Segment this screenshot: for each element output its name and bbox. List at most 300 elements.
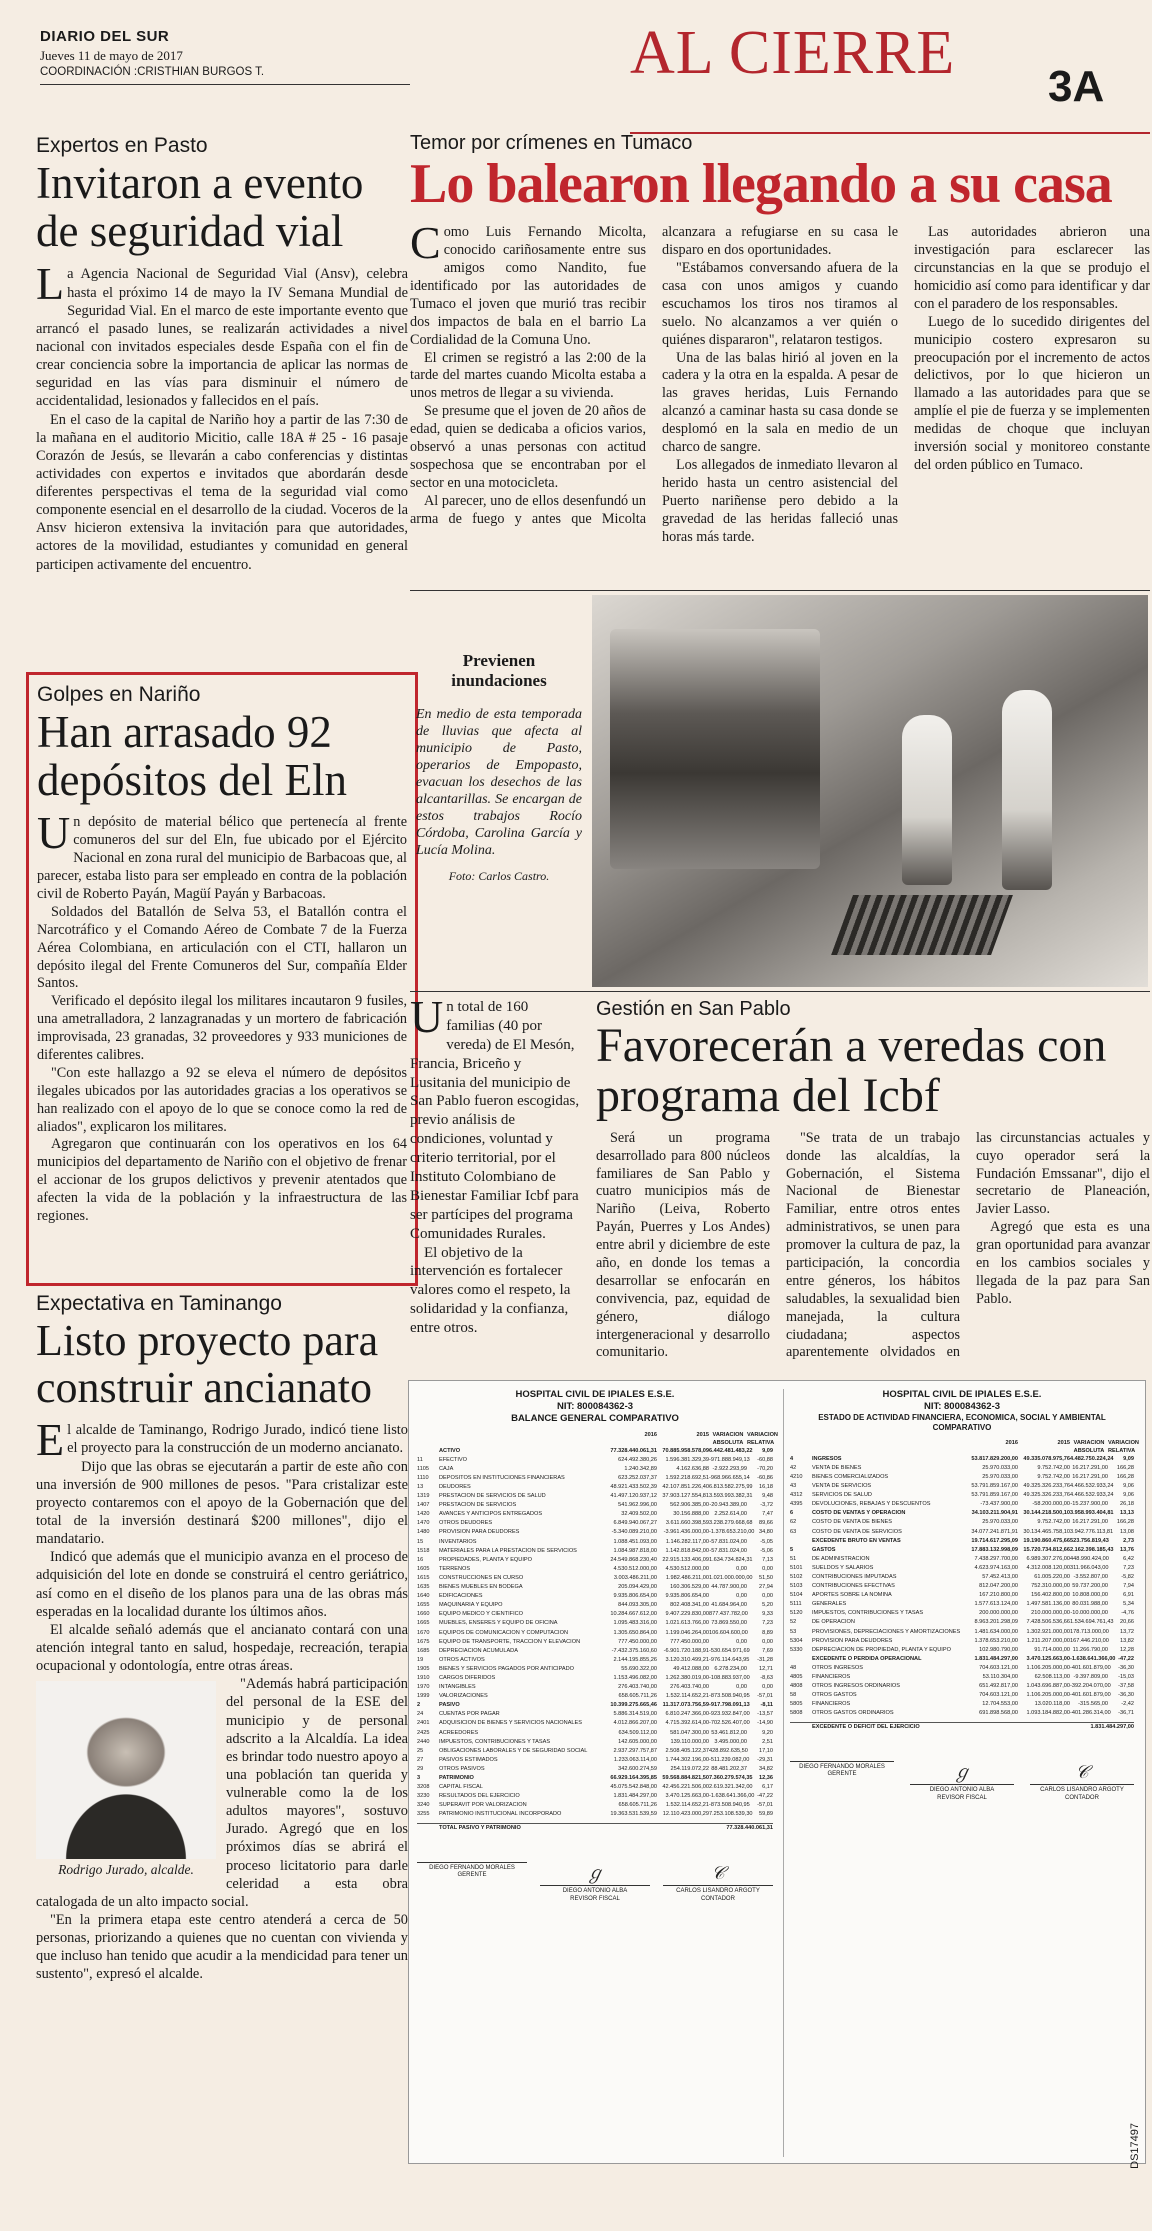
- col-header: VARIACION ABSOLUTA: [712, 1431, 744, 1446]
- photo-caption-box: [416, 651, 582, 884]
- variation-relative: 9,09: [1123, 1455, 1134, 1462]
- value-2015: 3.611.660.398,59: [665, 1520, 709, 1527]
- value-2016: 6.849.940.067,27: [613, 1520, 657, 1527]
- variation-absolute: 448.990.424,00: [1070, 1555, 1109, 1562]
- paragraph: "Además habrá participación del personal de la ESE del municipio y de personal adscrito a la Alcaldía. La idea es brindar todo nuestro apoyo a una población tan querida y vulnerable como la de los adultos mayores", sostuvo Jurado. Agregó que en los próximos días se abrirá el proceso licitatorio para darle celeridad a esta obra catalogada de un alto impacto social.: [36, 1676, 408, 1910]
- variation-absolute: 428.892.635,50: [709, 1747, 748, 1754]
- account-name: GENERALES: [812, 1601, 847, 1608]
- variation-absolute: 4.466.532.933,24: [1070, 1483, 1114, 1490]
- table-row: [417, 1774, 773, 1783]
- account-code: 5330: [790, 1646, 803, 1653]
- variation-relative: 9,06: [1123, 1483, 1134, 1490]
- signer-name: DIEGO FERNANDO MORALES: [429, 1864, 515, 1871]
- variation-relative: -29,31: [757, 1756, 773, 1763]
- balance-sheet: [417, 1389, 778, 2157]
- account-name: PATRIMONIO INSTITUCIONAL INCORPORADO: [439, 1811, 562, 1818]
- table-nit: NIT: 800084362-3: [923, 1400, 1001, 1412]
- account-code: 43: [790, 1483, 797, 1490]
- table-row: [417, 1783, 773, 1792]
- account-name: VENTA DE SERVICIOS: [812, 1483, 872, 1490]
- col-header: VARIACION RELATIVA: [747, 1431, 778, 1446]
- signature-scribble: 𝒞: [711, 1862, 725, 1883]
- value-2016: 167.210.800,00: [979, 1592, 1018, 1599]
- value-2016: 4.012.866.207,00: [613, 1720, 657, 1727]
- variation-absolute: 7.253.108.539,30: [709, 1811, 753, 1818]
- account-code: 1470: [417, 1520, 430, 1527]
- variation-absolute: 0,00: [736, 1593, 747, 1600]
- account-code: 4805: [790, 1674, 803, 1680]
- value-2016: 3.003.486.211,00: [613, 1574, 657, 1581]
- variation-relative: -57,01: [757, 1693, 773, 1700]
- account-name: CAJA: [439, 1465, 454, 1472]
- variation-relative: -37,58: [1118, 1683, 1134, 1690]
- table-row: [790, 1555, 1134, 1564]
- variation-relative: 13,72: [1120, 1628, 1134, 1635]
- value-2016: 9.935.806.654,00: [613, 1593, 657, 1600]
- value-2016: 10.284.667.612,00: [610, 1611, 657, 1618]
- variation-relative: 7,23: [1123, 1564, 1134, 1571]
- variation-relative: 6,91: [1123, 1592, 1134, 1599]
- account-name: INGRESOS: [812, 1455, 842, 1462]
- variation-absolute: 6.813.582.275,99: [709, 1484, 753, 1490]
- variation-absolute: -1.638.641.366,00: [1070, 1655, 1116, 1662]
- value-2015: 49.412.088,00: [673, 1665, 709, 1672]
- table-row: [417, 1629, 773, 1638]
- table-title: HOSPITAL CIVIL DE IPIALES E.S.E.: [882, 1389, 1042, 1400]
- value-2015: 1.302.921.000,00: [1026, 1628, 1070, 1635]
- table-body: [417, 1447, 773, 1820]
- value-2016: 623.252.037,37: [618, 1474, 657, 1481]
- value-2016: 1.831.484.297,00: [613, 1793, 657, 1800]
- value-2015: 1.262.380.019,00: [665, 1674, 709, 1681]
- value-2016: 8.963.201.298,09: [974, 1619, 1018, 1626]
- account-name: ACREEDORES: [439, 1729, 479, 1736]
- value-2016: 704.603.121,00: [979, 1664, 1018, 1671]
- variation-relative: 13,76: [1120, 1546, 1134, 1553]
- value-2016: 4.530.512.000,00: [613, 1565, 657, 1572]
- account-name: EXCEDENTE O PERDIDA OPERACIONAL: [812, 1655, 922, 1662]
- variation-relative: -8,63: [760, 1674, 773, 1681]
- value-2016: 25.970.033,00: [982, 1473, 1018, 1480]
- account-code: 1407: [417, 1502, 430, 1509]
- account-name: BIENES Y SERVICIOS PAGADOS POR ANTICIPADO: [439, 1665, 575, 1672]
- variation-relative: 26,18: [1120, 1501, 1134, 1508]
- variation-absolute: -15.237.900,00: [1070, 1501, 1108, 1508]
- variation-relative: 17,10: [759, 1747, 773, 1754]
- account-name: FINANCIEROS: [812, 1674, 851, 1680]
- value-2015: 210.000.000,00: [1031, 1610, 1070, 1617]
- value-2016: 102.980.790,00: [979, 1646, 1018, 1653]
- account-code: 19: [417, 1656, 424, 1663]
- article-body: [36, 1414, 408, 1983]
- variation-relative: 59,89: [759, 1811, 773, 1818]
- variation-relative: 12,71: [759, 1665, 773, 1672]
- table-body: [790, 1455, 1134, 1719]
- page-number: 3A: [1048, 62, 1105, 111]
- account-name: BIENES MUEBLES EN BODEGA: [439, 1584, 523, 1591]
- value-2015: 1.744.302.196,00: [665, 1756, 709, 1763]
- variation-relative: -36,30: [1118, 1664, 1134, 1671]
- paragraph: Agregaron que continuarán con los operativos en los 64 municipios del departamento de Nariño con el objetivo de frenar el accionar de los grupos delictivos y prevenir atentados que afecten la vida de la población y la infraestructura de las regiones.: [37, 1136, 407, 1224]
- value-2015: 37.903.127.554,81: [662, 1493, 709, 1500]
- account-code: 5: [790, 1546, 794, 1553]
- account-name: GASTOS: [812, 1546, 836, 1553]
- variation-absolute: 0,00: [736, 1684, 747, 1691]
- variation-relative: -36,30: [1118, 1692, 1134, 1699]
- value-2015: 9.407.229.830,00: [665, 1611, 709, 1618]
- variation-relative: 6,17: [762, 1784, 773, 1791]
- account-code: 4312: [790, 1492, 803, 1499]
- issue-date: Jueves 11 de mayo de 2017: [40, 48, 183, 63]
- variation-absolute: 6.442.481.483,22: [709, 1447, 753, 1454]
- value-2016: 53.817.829.200,00: [971, 1455, 1018, 1462]
- variation-relative: 166,28: [1116, 1519, 1134, 1526]
- account-name: MUEBLES, ENSERES Y EQUIPO DE OFICINA: [439, 1620, 558, 1627]
- variation-absolute: -968.966.655,14: [709, 1474, 750, 1481]
- account-code: 1635: [417, 1584, 430, 1591]
- account-code: 1319: [417, 1493, 430, 1500]
- value-2016: 142.605.000,00: [618, 1738, 657, 1745]
- account-code: 42: [790, 1464, 797, 1471]
- variation-absolute: 53.461.812,00: [711, 1729, 747, 1736]
- account-name: IMPUESTOS, CONTRIBUCIONES Y TASAS: [812, 1610, 924, 1617]
- variation-absolute: -917.798.091,13: [709, 1702, 750, 1709]
- variation-absolute: -57.831.024,00: [709, 1547, 747, 1554]
- worker-shape: [1002, 690, 1052, 890]
- value-2016: 1.153.496.082,00: [613, 1674, 657, 1681]
- kicker: Gestión en San Pablo: [596, 998, 791, 1020]
- variation-relative: 7,94: [1123, 1583, 1134, 1590]
- account-name: INVENTARIOS: [439, 1538, 477, 1545]
- variation-absolute: -2.922.293,99: [712, 1465, 747, 1472]
- variation-absolute: -873.508.940,95: [709, 1802, 750, 1809]
- table-row: [417, 1583, 773, 1592]
- signer-name: DIEGO ANTONIO ALBA: [562, 1887, 628, 1894]
- truck-shape: [610, 629, 820, 869]
- table-row: [417, 1674, 773, 1683]
- headline: Favorecerán a veredas con programa del Icbf: [596, 1019, 1107, 1123]
- value-2016: 77.328.440.061,31: [610, 1447, 657, 1454]
- value-2016: 2.937.297.757,87: [613, 1747, 657, 1754]
- table-row: [417, 1501, 773, 1510]
- value-2016: 25.970.033,00: [982, 1519, 1018, 1526]
- value-2016: 1.233.063.114,00: [613, 1756, 657, 1763]
- account-code: 11: [417, 1456, 423, 1463]
- variation-absolute: -392.204.070,00: [1070, 1683, 1111, 1690]
- account-name: DEPRECIACION DE PROPIEDAD, PLANTA Y EQUIPO: [812, 1646, 951, 1653]
- account-name: PROVISION PARA DEUDORES: [812, 1637, 893, 1644]
- table-row: [790, 1509, 1134, 1518]
- variation-absolute: -10.000.000,00: [1070, 1610, 1108, 1617]
- table-row: [790, 1682, 1134, 1691]
- icbf-right-area: [596, 998, 1150, 1370]
- value-2016: 17.883.132.998,09: [971, 1546, 1018, 1553]
- account-code: 1420: [417, 1511, 430, 1518]
- headline: Lo balearon llegando a su casa: [410, 153, 1112, 215]
- value-2015: 42.456.221.506,00: [662, 1784, 709, 1791]
- value-2015: 3.470.125.663,00: [665, 1793, 709, 1800]
- table-row: [790, 1709, 1134, 1718]
- variation-relative: -60,86: [757, 1474, 773, 1481]
- variation-relative: 5,34: [1123, 1601, 1134, 1608]
- variation-relative: -5,05: [760, 1538, 773, 1545]
- value-2015: 1.532.114.652,21: [665, 1802, 709, 1809]
- account-name: OBLIGACIONES LABORALES Y DE SEGURIDAD SOCIAL: [439, 1747, 588, 1754]
- value-2015: 9.752.742,00: [1037, 1464, 1070, 1471]
- table-row: [417, 1474, 773, 1483]
- signer-role: GERENTE: [827, 1771, 857, 1778]
- paragraph: Una de las balas hirió al joven en la cadera y la otra en la espalda. A pesar de las graves heridas, Luis Fernando alcanzó a caminar hasta su casa donde se desplomó en la sala en medio de un charco de sangre.: [662, 349, 898, 456]
- signer-role: REVISOR FISCAL: [570, 1895, 620, 1902]
- table-row: [417, 1565, 773, 1574]
- value-2016: 19.714.617.295,09: [971, 1537, 1018, 1544]
- account-code: 2: [417, 1702, 421, 1709]
- variation-relative: 5,20: [762, 1602, 773, 1609]
- value-2016: 53.791.859.167,00: [971, 1492, 1018, 1499]
- variation-relative: 166,28: [1116, 1473, 1134, 1480]
- account-name: SUELDOS Y SALARIOS: [812, 1564, 874, 1571]
- account-name: BIENES COMERCIALIZADOS: [812, 1473, 889, 1480]
- variation-absolute: 3.495.000,00: [714, 1738, 747, 1745]
- variation-relative: 13,08: [1120, 1528, 1134, 1535]
- value-2016: -73.437.900,00: [980, 1501, 1018, 1508]
- signature: [540, 1862, 650, 1904]
- variation-absolute: 178.713.000,00: [1070, 1628, 1109, 1635]
- variation-absolute: -702.526.407,00: [709, 1720, 750, 1727]
- variation-relative: 7,47: [762, 1511, 773, 1518]
- variation-absolute: -873.508.940,95: [709, 1693, 750, 1700]
- account-name: EXCEDENTE BRUTO EN VENTAS: [812, 1537, 901, 1544]
- paragraph: Será un programa desarrollado para 800 núcleos familiares de San Pablo y cuatro municipios más de Nariño (Leiva, Roberto Payán, Puerres y Los Andes) entre abril y diciembre de este año, en donde los temas a desarrollar se enfocarán en convivencia, paz, equidad de género, diálogo intergeneracional y desarrollo comunitario.: [596, 1129, 770, 1361]
- variation-absolute: -1.638.641.366,00: [709, 1793, 755, 1800]
- account-name: PATRIMONIO: [439, 1775, 474, 1781]
- variation-absolute: 0,00: [736, 1638, 747, 1645]
- variation-relative: 8,89: [762, 1629, 773, 1636]
- variation-absolute: 44.787.900,00: [711, 1584, 747, 1591]
- kicker: Golpes en Nariño: [37, 683, 201, 706]
- variation-relative: -57,01: [757, 1802, 773, 1809]
- value-2015: 49.325.326.233,76: [1023, 1483, 1070, 1490]
- coordination-credit: COORDINACIÓN :CRISTHIAN BURGOS T.: [40, 66, 265, 78]
- value-2016: 704.603.121,00: [979, 1692, 1018, 1699]
- signer-role: CONTADOR: [1065, 1794, 1099, 1801]
- value-2015: 3.470.125.663,00: [1026, 1655, 1070, 1662]
- value-2016: 777.450.000,00: [618, 1638, 657, 1645]
- paragraph: Las autoridades abrieron una investigación para esclarecer las circunstancias en la que se produjo el homicidio así como para identificar y dar con el paradero de los responsables.: [914, 224, 1150, 312]
- worker-shape: [902, 715, 952, 885]
- account-code: 5808: [790, 1710, 803, 1717]
- account-name: CONTRIBUCIONES EFECTIVAS: [812, 1583, 895, 1590]
- signer-name: CARLOS LISANDRO ARGOTY: [676, 1887, 760, 1894]
- value-2016: 1.577.613.124,00: [974, 1601, 1018, 1608]
- headline: Invitaron a evento de seguridad vial: [36, 158, 364, 256]
- account-name: DEPOSITOS EN INSTITUCIONES FINANCIERAS: [439, 1474, 565, 1481]
- account-code: 2401: [417, 1720, 430, 1727]
- value-2016: -5.340.089.210,00: [611, 1529, 657, 1536]
- table-row: [790, 1537, 1134, 1546]
- value-2015: 1.532.114.652,21: [665, 1693, 709, 1700]
- variation-absolute: -1.378.653.210,00: [709, 1529, 755, 1536]
- table-row: [790, 1482, 1134, 1491]
- value-2015: 19.190.860.475,66: [1023, 1537, 1070, 1544]
- table-row: [790, 1664, 1134, 1673]
- account-code: 1665: [417, 1620, 430, 1627]
- value-2015: 30.156.888,00: [673, 1511, 709, 1518]
- account-name: COSTO DE VENTA DE BIENES: [812, 1519, 892, 1526]
- paragraph: "Estábamos conversando afuera de la casa con unos amigos y cuando escuchamos los tiros nos tiramos al suelo. No alcanzamos a ver quién o quiénes dispararon", relataron testigos.: [662, 260, 898, 348]
- paragraph: Indicó que además que el municipio avanza en el proceso de adquisición del lote en donde se construirá el centro geriátrico, así como en el diseño de los planos para una de las obras más esperadas en la localidad durante los últimos años.: [36, 1549, 408, 1620]
- variation-relative: -5,82: [1121, 1573, 1134, 1580]
- variation-absolute: 3.238.279.668,68: [709, 1520, 753, 1527]
- table-row: [417, 1483, 773, 1492]
- table-row: [417, 1692, 773, 1701]
- value-2015: 276.403.740,00: [670, 1684, 709, 1691]
- icbf-lead-column: [410, 991, 580, 1370]
- account-name: OTROS DEUDORES: [439, 1520, 493, 1527]
- account-code: 4210: [790, 1473, 803, 1480]
- table-header-row: [417, 1431, 778, 1447]
- account-code: 53: [790, 1628, 797, 1635]
- value-2015: 1.592.218.692,51: [665, 1474, 709, 1481]
- article-icbf: [410, 991, 1150, 1373]
- table-row: [417, 1701, 773, 1710]
- article-seguridad-vial: [36, 134, 408, 662]
- account-name: DEPRECIACION ACUMULADA: [439, 1647, 518, 1654]
- table-row: [417, 1556, 773, 1565]
- value-2015: 4.715.392.614,00: [665, 1720, 709, 1727]
- variation-relative: 2,73: [1123, 1537, 1134, 1544]
- account-name: CAPITAL FISCAL: [439, 1784, 483, 1791]
- value-2015: 1.142.818.842,00: [665, 1547, 709, 1554]
- value-2015: 1.106.205.000,00: [1026, 1664, 1070, 1671]
- variation-absolute: 2.619.321.342,00: [709, 1784, 753, 1791]
- variation-absolute: -511.239.082,00: [709, 1756, 750, 1763]
- variation-relative: 34,80: [759, 1529, 773, 1536]
- account-name: TERRENOS: [439, 1565, 471, 1572]
- value-2015: 1.021.613.766,00: [665, 1620, 709, 1627]
- variation-absolute: 4.466.532.933,24: [1070, 1492, 1114, 1499]
- account-code: 1675: [417, 1638, 430, 1645]
- variation-relative: 9,20: [762, 1729, 773, 1736]
- value-2016: 1.088.451.093,00: [613, 1538, 657, 1545]
- account-name: CUENTAS POR PAGAR: [439, 1711, 500, 1718]
- value-2015: 11.317.073.756,59: [662, 1702, 709, 1709]
- article-body: [596, 1130, 1150, 1363]
- variation-absolute: 1.534.694.761,43: [1070, 1619, 1114, 1626]
- value-2015: -3.961.436.000,00: [663, 1529, 709, 1536]
- value-2016: 658.605.711,26: [618, 1802, 657, 1809]
- table-row: [790, 1491, 1134, 1500]
- paragraph: El objetivo de la intervención es fortalecer valores como el respeto, la solidaridad y la confianza, entre otros.: [410, 1244, 571, 1337]
- account-code: 1999: [417, 1693, 430, 1700]
- account-name: PROVISION PARA DEUDORES: [439, 1529, 520, 1536]
- signature: [663, 1862, 773, 1904]
- value-2015: 254.119.072,22: [670, 1765, 709, 1772]
- variation-absolute: -401.601.879,00: [1070, 1664, 1111, 1671]
- variation-relative: 166,28: [1116, 1464, 1134, 1471]
- paragraph: Un total de 160 familias (40 por vereda) de El Mesón, Francia, Briceño y Lusitania del municipio de San Pablo fueron escogidas, previo análisis de condiciones, voluntad y criterio territorial, por el Instituto Colombiano de Bienestar Familiar Icbf para ser partícipes del programa Comunidades Rurales.: [410, 991, 580, 1242]
- account-code: 5111: [790, 1601, 802, 1608]
- table-row: [417, 1547, 773, 1556]
- table-row: [417, 1456, 773, 1465]
- account-code: [790, 1537, 812, 1546]
- value-2016: 634.509.112,00: [618, 1729, 657, 1736]
- variation-relative: 7,69: [762, 1647, 773, 1654]
- value-2016: 34.077.241.871,91: [971, 1528, 1018, 1535]
- table-row: [790, 1655, 1134, 1664]
- table-row: [790, 1518, 1134, 1527]
- account-code: 1640: [417, 1593, 430, 1600]
- account-code: [790, 1655, 812, 1664]
- value-2016: 25.970.033,00: [982, 1464, 1018, 1471]
- account-name: OTROS ACTIVOS: [439, 1656, 485, 1663]
- variation-absolute: -971.888.949,13: [709, 1456, 750, 1463]
- account-code: 29: [417, 1765, 424, 1772]
- signature: [417, 1862, 527, 1904]
- value-2015: 70.885.958.578,09: [662, 1447, 709, 1454]
- value-2016: 53.791.859.167,00: [971, 1483, 1018, 1490]
- account-name: CONSTRUCCIONES EN CURSO: [439, 1574, 524, 1581]
- value-2015: 13.020.118,00: [1034, 1701, 1070, 1708]
- account-code: 4395: [790, 1501, 803, 1508]
- variation-absolute: -57.831.024,00: [709, 1538, 747, 1545]
- photo-block: [410, 590, 1150, 992]
- variation-absolute: 41.684.964,00: [711, 1602, 747, 1609]
- portrait-box: [36, 1681, 216, 1886]
- account-code: 1518: [417, 1547, 430, 1554]
- article-ancianato: [36, 1292, 408, 2172]
- variation-absolute: -9.397.809,00: [1073, 1674, 1108, 1680]
- account-code: 13: [417, 1484, 424, 1490]
- table-nit: NIT: 800084362-3: [556, 1400, 634, 1412]
- paragraph: El alcalde señaló además que el ancianato contará con una atención integral tanto en salud, hospedaje, recreación, terapia ocupacional y odontología, entre otras áreas.: [36, 1621, 408, 1675]
- variation-relative: -70,20: [757, 1465, 773, 1472]
- variation-absolute: 80.031.988,00: [1072, 1601, 1108, 1608]
- variation-relative: 6,42: [1123, 1555, 1134, 1562]
- signer-name: CARLOS LISANDRO ARGOTY: [1040, 1786, 1124, 1793]
- variation-absolute: -923.932.847,00: [709, 1711, 750, 1718]
- account-name: MATERIALES PARA LA PRESTACION DE SERVICIOS: [439, 1547, 577, 1554]
- value-2015: 802.408.341,00: [670, 1602, 709, 1609]
- value-2016: 57.452.413,00: [982, 1573, 1018, 1580]
- value-2016: 24.549.868.230,40: [610, 1556, 657, 1563]
- photo-title: Previenen inundaciones: [451, 651, 547, 691]
- value-2016: 53.110.304,00: [982, 1674, 1018, 1680]
- table-row: [417, 1465, 773, 1474]
- article-body: [410, 217, 1150, 554]
- value-2015: 4.162.636,88: [676, 1465, 709, 1472]
- variation-absolute: -3.552.807,00: [1073, 1573, 1108, 1580]
- variation-absolute: 1.634.734.824,31: [709, 1556, 753, 1563]
- value-2015: 30.134.465.758,10: [1023, 1528, 1070, 1535]
- variation-absolute: 3.942.776.113,81: [1070, 1528, 1114, 1535]
- account-code: 1105: [417, 1465, 430, 1472]
- variation-absolute: 311.966.043,00: [1070, 1564, 1109, 1571]
- value-2016: 1.378.653.210,00: [974, 1637, 1018, 1644]
- paragraph: Los allegados de inmediato llevaron al herido hasta un centro asistencial del Puerto nariñense pero debido a la gravedad de las heridas falleció unas horas más tarde.: [662, 456, 898, 545]
- table-row: [417, 1683, 773, 1692]
- table-row: [417, 1801, 773, 1810]
- value-2015: 49.335.078.975,76: [1023, 1455, 1070, 1462]
- value-2015: 160.306.529,00: [670, 1584, 709, 1591]
- table-row: [417, 1729, 773, 1738]
- account-name: VENTA DE BIENES: [812, 1464, 862, 1471]
- value-2015: 9.752.742,00: [1037, 1473, 1070, 1480]
- value-2015: 1.146.282.117,00: [665, 1538, 709, 1545]
- account-name: ACTIVO: [439, 1447, 461, 1454]
- table-row: [790, 1609, 1134, 1618]
- table-row: [417, 1719, 773, 1728]
